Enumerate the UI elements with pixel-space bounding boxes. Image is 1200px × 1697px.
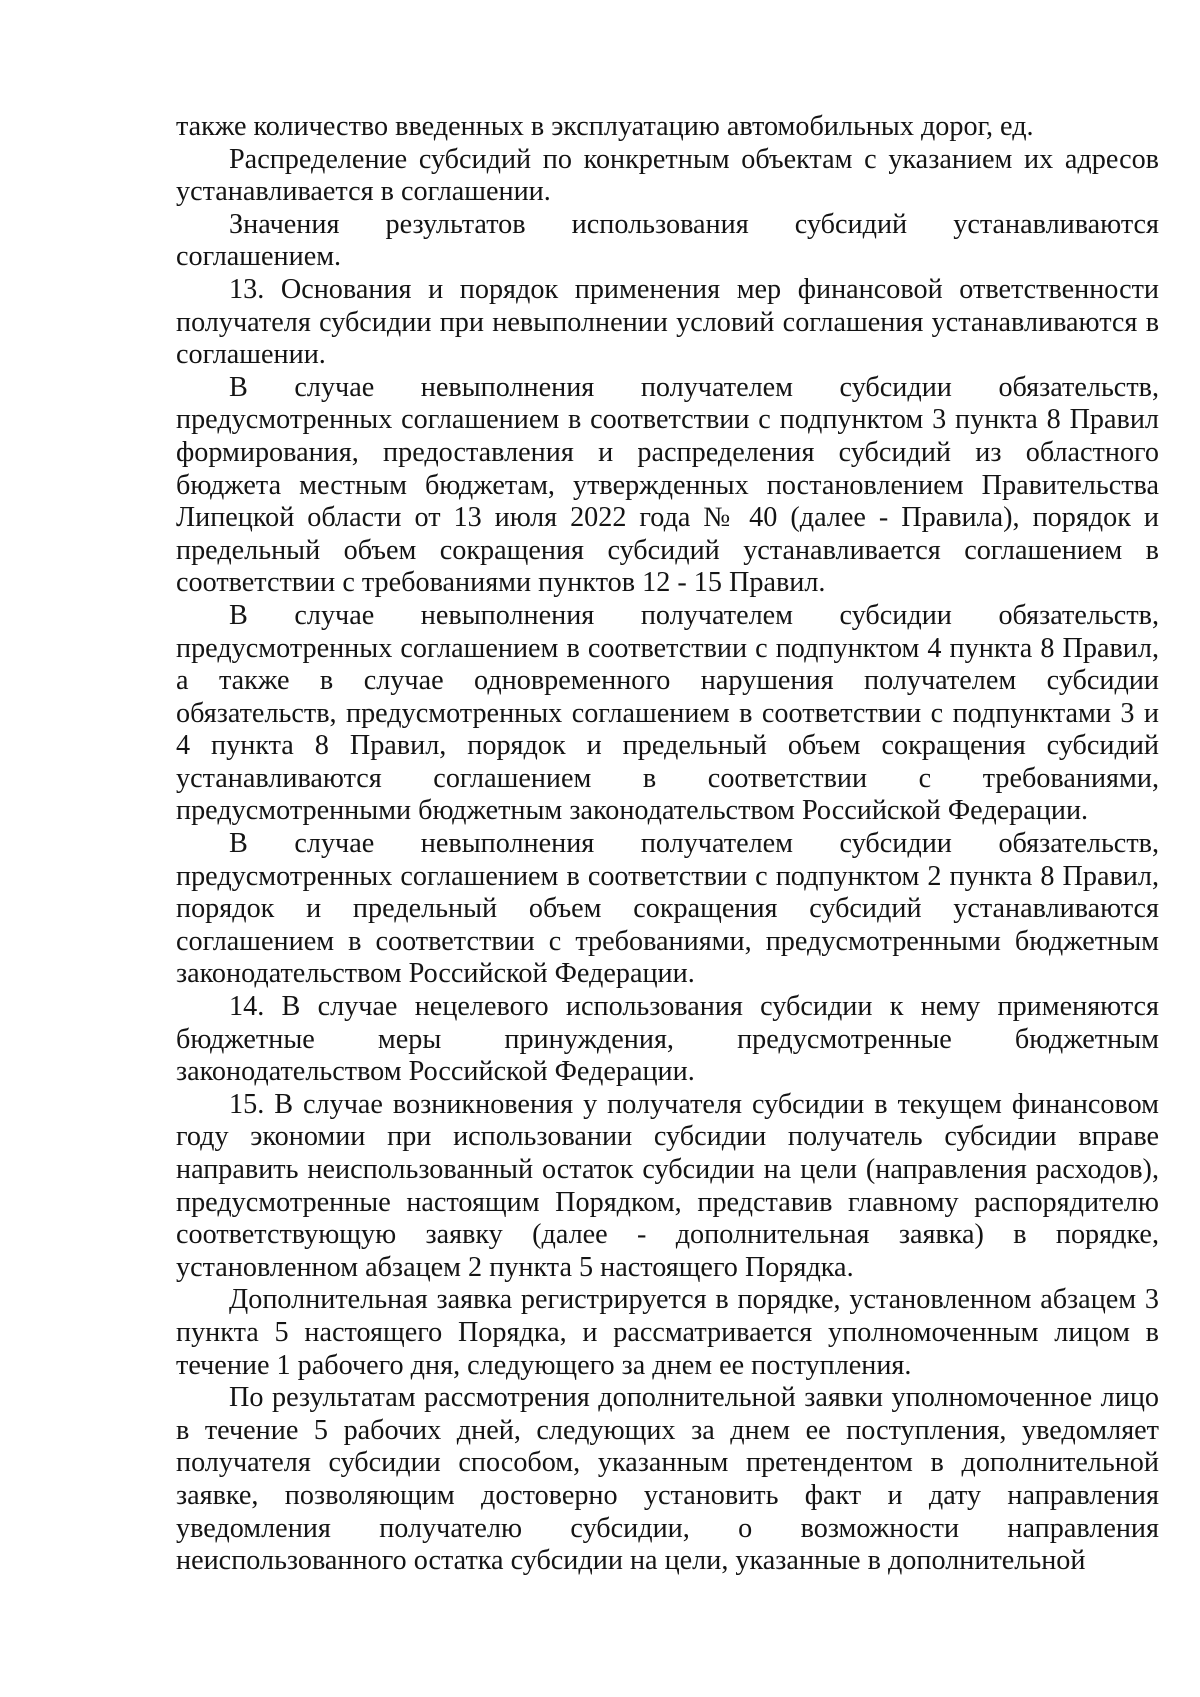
paragraph-additional-request-review: По результатам рассмотрения дополнительной заявки уполномоченное лицо в течение 5 рабочих дней, следующих за днем ее поступления, уведомляет получателя субсидии способом, указанным претендентом в дополнительной заявке, позволяющим достоверно установить факт и дату направления уведомления получателю субсидии, о возможности направления неиспользованного остатка субсидии на цели, указанные в дополнительной (176, 1382, 1159, 1577)
paragraph-additional-request-registration: Дополнительная заявка регистрируется в порядке, установленном абзацем 3 пункта 5 настоящего Порядка, и рассматривается уполномоченным лицом в течение 1 рабочего дня, следующего за днем ее поступления. (176, 1284, 1159, 1381)
paragraph-failure-subclause-2: В случае невыполнения получателем субсидии обязательств, предусмотренных соглашением в соответствии с подпунктом 2 пункта 8 Правил, порядок и предельный объем сокращения субсидий устанавливаются соглашением в соответствии с требованиями, предусмотренными бюджетным законодательством Российской Федерации. (176, 828, 1159, 990)
paragraph-continuation: также количество введенных в эксплуатацию автомобильных дорог, ед. (176, 111, 1034, 142)
document-page (176, 111, 1159, 1578)
paragraph-item-14: 14. В случае нецелевого использования субсидии к нему применяются бюджетные меры принуждения, предусмотренные бюджетным законодательством Российской Федерации. (176, 991, 1159, 1088)
paragraph-failure-subclause-4: В случае невыполнения получателем субсидии обязательств, предусмотренных соглашением в соответствии с подпунктом 4 пункта 8 Правил, а также в случае одновременного нарушения получателем субсидии обязательств, предусмотренных соглашением в соответствии с подпунктами 3 и 4 пункта 8 Правил, порядок и предельный объем сокращения субсидий устанавливаются соглашением в соответствии с требованиями, предусмотренными бюджетным законодательством Российской Федерации. (176, 599, 1159, 827)
paragraph-subsidy-distribution: Распределение субсидий по конкретным объектам с указанием их адресов устанавливается в соглашении. (176, 143, 1159, 208)
paragraph-item-15: 15. В случае возникновения у получателя субсидии в текущем финансовом году экономии при использовании субсидии получатель субсидии вправе направить неиспользованный остаток субсидии на цели (направления расходов), предусмотренные настоящим Порядком, представив главному распорядителю соответствующую заявку (далее - дополнительная заявка) в порядке, установленном абзацем 2 пункта 5 настоящего Порядка. (176, 1088, 1159, 1283)
paragraph-item-13: 13. Основания и порядок применения мер финансовой ответственности получателя субсидии при невыполнении условий соглашения устанавливаются в соглашении. (176, 273, 1159, 371)
paragraph-result-values: Значения результатов использования субсидий устанавливаются соглашением. (176, 208, 1159, 273)
paragraph-failure-subclause-3: В случае невыполнения получателем субсидии обязательств, предусмотренных соглашением в соответствии с подпунктом 3 пункта 8 Правил формирования, предоставления и распределения субсидий из областного бюджета местным бюджетам, утвержденных постановлением Правительства Липецкой области от 13 июля 2022 года № 40 (далее - Правила), порядок и предельный объем сокращения субсидий устанавливается соглашением в соответствии с требованиями пунктов 12 - 15 Правил. (176, 371, 1159, 599)
